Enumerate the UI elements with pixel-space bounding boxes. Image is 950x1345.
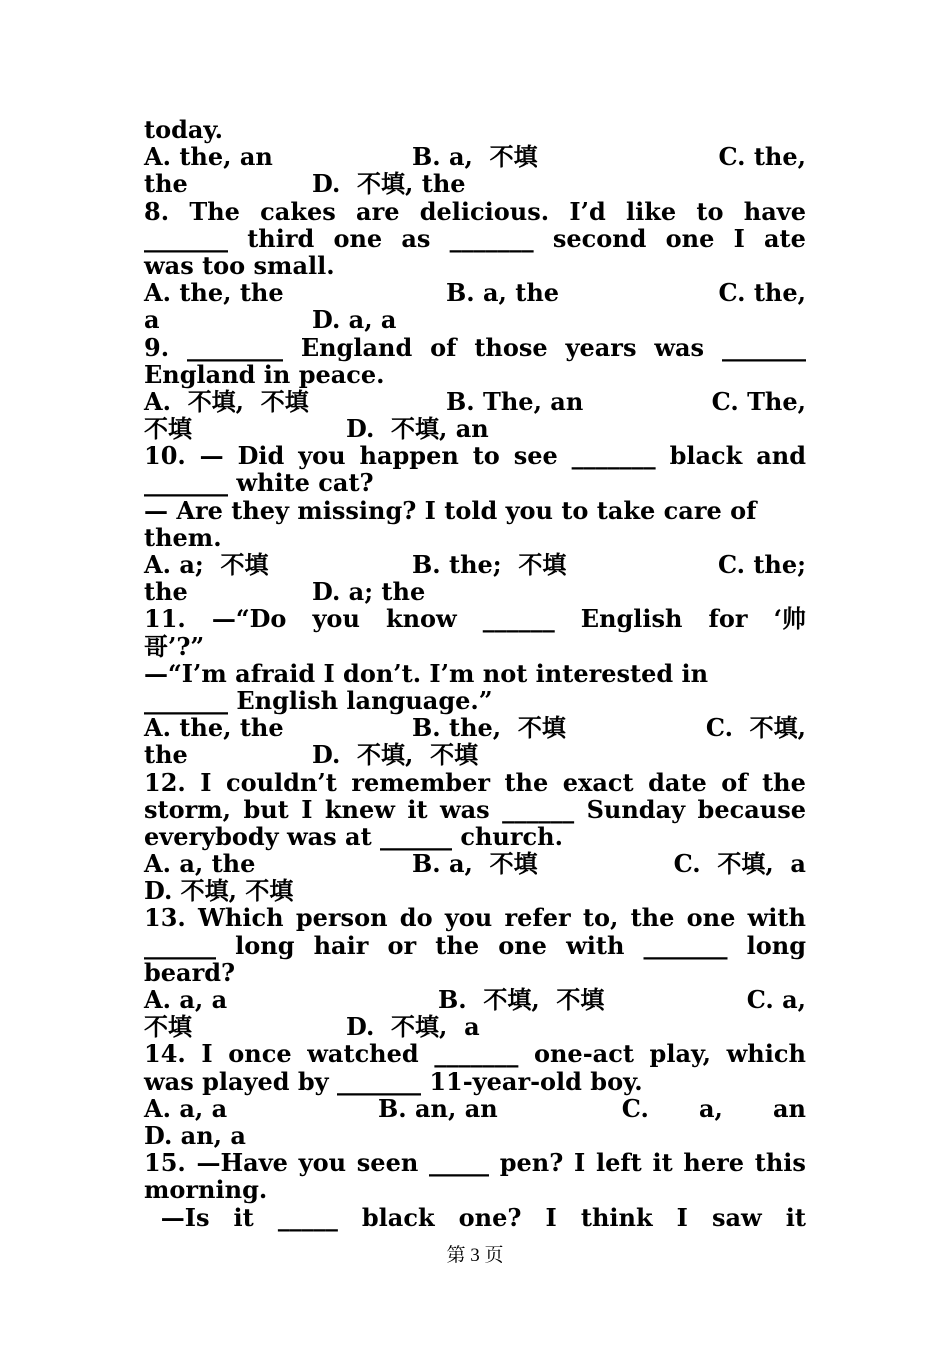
option-line — [144, 578, 806, 605]
option-a: A. the, the — [144, 713, 284, 743]
option-a: A. 不填, 不填 — [144, 386, 309, 416]
word: 11. — [144, 604, 186, 634]
word: to, — [582, 903, 619, 933]
option-c: C. the; — [717, 550, 806, 579]
word: —Is — [144, 1202, 210, 1232]
word: it — [652, 1148, 673, 1178]
word: or — [387, 930, 417, 960]
option-line — [144, 279, 806, 306]
word: have — [743, 196, 806, 226]
option-a: A. a, the — [144, 849, 256, 879]
option-a: A. a; 不填 — [144, 550, 269, 579]
word: play, — [649, 1039, 711, 1069]
question-9 — [144, 334, 806, 361]
option-d: D. 不填, 不填 — [144, 876, 294, 906]
word: 12. — [144, 767, 186, 797]
option-a: A. a, a — [144, 985, 228, 1014]
option-c-cont: the — [144, 577, 188, 607]
word: 14. — [144, 1039, 186, 1069]
option-line — [144, 551, 806, 578]
word: you — [444, 903, 493, 933]
word: knew — [324, 794, 395, 824]
text-line: morning. — [144, 1175, 268, 1205]
word: —“Do — [211, 604, 287, 634]
option-d: D. a, a — [312, 305, 397, 335]
option-b: B. an, an — [378, 1093, 498, 1123]
word: remember — [351, 767, 490, 797]
word: one — [686, 903, 736, 933]
word: I — [733, 223, 745, 253]
option-b: B. the, 不填 — [412, 713, 566, 743]
option-c-cont: the — [144, 740, 188, 770]
option-b: B. a, the — [446, 278, 560, 308]
word: Sunday — [586, 794, 686, 824]
word: the — [762, 767, 806, 797]
word: ate — [763, 223, 806, 253]
option-b: B. a, 不填 — [412, 849, 538, 879]
word: of — [430, 332, 457, 362]
word: ______ — [502, 794, 575, 824]
word: second — [552, 223, 647, 253]
text-line — [144, 796, 806, 823]
word: cakes — [260, 196, 336, 226]
word: _____ — [429, 1148, 489, 1178]
word: it — [407, 794, 428, 824]
word: which — [726, 1039, 806, 1069]
option-d: D. 不填, 不填 — [312, 740, 479, 770]
word: 15. — [144, 1148, 186, 1178]
word: because — [697, 794, 806, 824]
text-line: today. — [144, 115, 223, 144]
option-c: C. a, an — [621, 1093, 806, 1123]
word: was — [654, 332, 705, 362]
word: _______ — [449, 223, 534, 253]
word: third — [247, 223, 315, 253]
option-d: D. 不填, an — [346, 414, 489, 444]
word: seen — [356, 1148, 419, 1178]
word: here — [683, 1148, 745, 1178]
option-c: C. 不填, — [705, 713, 806, 743]
word: was — [439, 794, 490, 824]
option-d: D. an, a — [144, 1120, 246, 1150]
word: 13. — [144, 903, 186, 933]
word: ‘帅 — [773, 604, 806, 634]
word: of — [721, 767, 748, 797]
question-13 — [144, 904, 806, 931]
question-8 — [144, 198, 806, 225]
word: you — [298, 441, 346, 471]
question-12 — [144, 769, 806, 796]
word: one? — [458, 1202, 522, 1232]
word: 10. — [144, 441, 186, 471]
word: the — [504, 767, 549, 797]
word: those — [474, 332, 548, 362]
word: _______ — [643, 930, 728, 960]
word: English — [580, 604, 683, 634]
option-c: C. the, — [718, 142, 806, 172]
word: are — [356, 196, 400, 226]
option-line — [144, 388, 806, 415]
word: one — [333, 223, 383, 253]
option-line — [144, 1095, 806, 1122]
word: one — [498, 930, 547, 960]
text-line: England in peace. — [144, 359, 385, 389]
option-line — [144, 714, 806, 741]
word: you — [298, 1148, 347, 1178]
option-line — [144, 850, 806, 877]
word: _______ — [571, 441, 656, 471]
word: it — [233, 1202, 254, 1232]
option-c: C. 不填, a — [673, 849, 806, 879]
word: hair — [313, 930, 369, 960]
word: refer — [504, 903, 571, 933]
text-line — [144, 225, 806, 252]
word: know — [385, 604, 457, 634]
word: watched — [307, 1039, 419, 1069]
word: date — [648, 767, 707, 797]
option-c-cont: 不填 — [144, 414, 192, 444]
option-line — [144, 306, 806, 333]
word: I — [676, 1202, 688, 1232]
word: one-act — [533, 1039, 634, 1069]
text-line: beard? — [144, 957, 236, 987]
text-line: was too small. — [144, 250, 335, 280]
option-b: B. The, an — [446, 386, 584, 416]
question-15 — [144, 1149, 806, 1176]
word: think — [580, 1202, 653, 1232]
word: as — [401, 223, 431, 253]
text-line: 哥’?” — [144, 631, 205, 661]
word: delicious. — [419, 196, 550, 226]
question-10 — [144, 442, 806, 469]
word: saw — [711, 1202, 762, 1232]
text-line — [144, 1204, 806, 1231]
text-line: them. — [144, 522, 222, 552]
word: I’d — [569, 196, 606, 226]
text-line: _______ English language.” — [144, 685, 493, 715]
word: —Have — [196, 1148, 288, 1178]
option-line — [144, 170, 806, 197]
option-line — [144, 986, 806, 1013]
word: Did — [237, 441, 285, 471]
question-11 — [144, 605, 806, 632]
text-line — [144, 932, 806, 959]
word: long — [235, 930, 295, 960]
word: but — [243, 794, 289, 824]
option-c: C. the, — [718, 278, 806, 308]
word: The — [189, 196, 240, 226]
word: ______ — [482, 604, 555, 634]
option-line — [144, 741, 806, 768]
word: I — [545, 1202, 557, 1232]
word: person — [295, 903, 388, 933]
word: pen? — [499, 1148, 564, 1178]
text-line: was played by _______ 11-year-old boy. — [144, 1066, 643, 1096]
word: _______ — [144, 223, 228, 253]
word: to — [472, 441, 500, 471]
word: with — [566, 930, 625, 960]
word: _______ — [721, 332, 806, 362]
word: black — [669, 441, 743, 471]
option-c-cont: the — [144, 169, 188, 199]
word: I — [200, 767, 212, 797]
option-c-cont: 不填 — [144, 1012, 192, 1042]
word: with — [747, 903, 806, 933]
question-14 — [144, 1040, 806, 1067]
word: 8. — [144, 196, 170, 226]
word: like — [626, 196, 677, 226]
option-c: C. a, — [746, 985, 806, 1014]
word: I — [201, 1039, 213, 1069]
word: years — [565, 332, 637, 362]
word: once — [228, 1039, 292, 1069]
word: England — [300, 332, 413, 362]
word: one — [665, 223, 715, 253]
option-line — [144, 143, 806, 170]
word: storm, — [144, 794, 231, 824]
word: the — [435, 930, 480, 960]
text-line: _______ white cat? — [144, 468, 374, 498]
word: I — [301, 794, 313, 824]
option-c-cont: a — [144, 305, 160, 335]
option-d: D. 不填, a — [346, 1012, 480, 1042]
word: this — [754, 1148, 806, 1178]
word: happen — [359, 441, 459, 471]
page-number: 第 3 页 — [446, 1245, 504, 1266]
word: see — [513, 441, 558, 471]
word: exact — [562, 767, 634, 797]
option-a: A. the, the — [144, 278, 284, 308]
option-b: B. the; 不填 — [412, 550, 567, 579]
word: _______ — [434, 1039, 519, 1069]
text-line: — Are they missing? I told you to take care of — [144, 495, 757, 525]
text-line: everybody was at ______ church. — [144, 821, 563, 851]
word: the — [630, 903, 675, 933]
word: _____ — [277, 1202, 338, 1232]
word: long — [746, 930, 806, 960]
word: you — [312, 604, 360, 634]
option-b: B. a, 不填 — [412, 142, 538, 172]
word: left — [595, 1148, 642, 1178]
option-line — [144, 415, 806, 442]
option-d: D. 不填, the — [312, 169, 466, 199]
word: it — [785, 1202, 806, 1232]
option-d: D. a; the — [312, 577, 426, 607]
word: to — [696, 196, 724, 226]
word: for — [708, 604, 748, 634]
word: do — [399, 903, 433, 933]
word: Which — [198, 903, 284, 933]
word: I — [574, 1148, 586, 1178]
option-b: B. 不填, 不填 — [438, 985, 605, 1014]
word: ________ — [186, 332, 283, 362]
option-a: A. a, a — [144, 1093, 228, 1123]
option-line — [144, 1013, 806, 1040]
word: ______ — [144, 930, 216, 960]
word: 9. — [144, 332, 170, 362]
question-list — [144, 116, 806, 1231]
word: and — [756, 441, 806, 471]
text-line: —“I’m afraid I don’t. I’m not interested in — [144, 658, 709, 688]
word: black — [361, 1202, 435, 1232]
word: — — [199, 441, 224, 471]
option-c: C. The, — [711, 386, 806, 416]
word: couldn’t — [225, 767, 337, 797]
option-a: A. the, an — [144, 142, 273, 172]
